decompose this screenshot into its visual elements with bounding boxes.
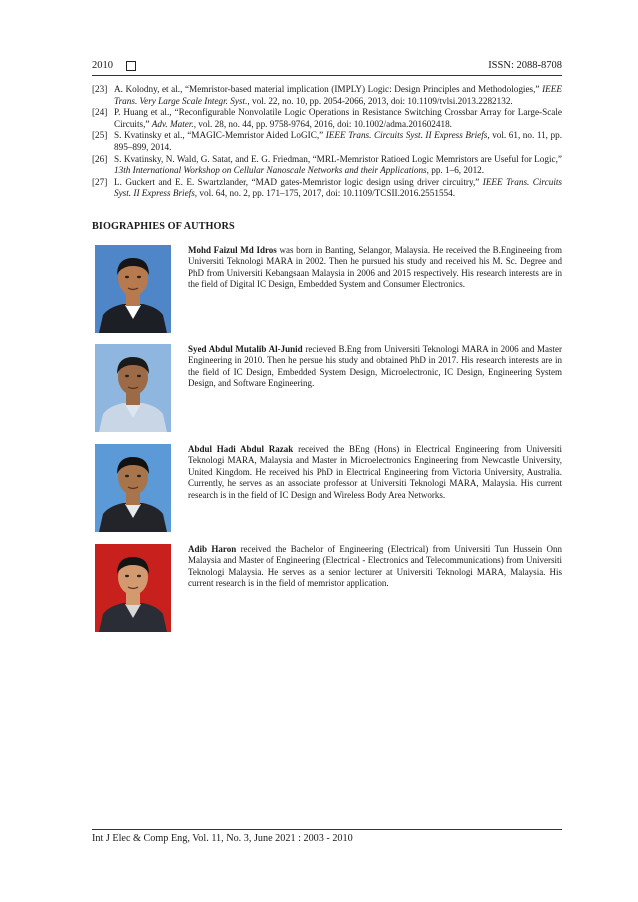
author-bio (95, 444, 562, 534)
square-icon (126, 61, 136, 71)
author-bio (95, 544, 562, 634)
author-photo (95, 245, 171, 333)
author-name: Syed Abdul Mutalib Al-Junid (188, 344, 303, 354)
reference-item (92, 177, 562, 200)
author-description: recieved B.Eng from Universiti Teknologi MARA in 2006 and Master Engineering in 2010. Then he persue his study and obtained PhD in 2017. His research interests are in the field of IC Design, Embedded System Design, Microelectronic, IC Design, Engineering System Design, and Software Engineering. (188, 344, 563, 389)
reference-item (92, 84, 562, 107)
reference-item (92, 107, 562, 130)
footer-rule (92, 829, 562, 830)
references-list (92, 84, 562, 200)
author-description: was born in Banting, Selangor, Malaysia. He received the B.Engineeing from Universiti Teknologi MARA in 2002. Then he pursued his study and received his M. Sc. Degree and PhD from Universiti Kebangsaan Malaysia in 2006 and 2015 respectively. His research interests are in the field of Digital IC Design, Embedded System and Consumer Electronics. (188, 245, 562, 290)
author-description: received the BEng (Hons) in Electrical Engineering from Universiti Teknologi MARA, Malaysia and Master in Microelectronics Engineering from Newcastle University, United Kingdom. He received his PhD in Electrical Engineering from Victoria University, Australia. Currently, he serves as an associate professor at Universiti Teknologi MARA, Malaysia. His current research is in the field of IC Design and Wireless Body Area Networks. (188, 444, 563, 500)
reference-text: A. Kolodny, et al., “Memristor-based material implication (IMPLY) Logic: Design Principles and Methodologies,” IEEE Trans. Very Large Scale Integr. Syst., vol. 22, no. 10, pp. 2054-2066, 2013, doi: 10.1109/tvlsi.2013.2282132. (114, 84, 563, 106)
page-number: 2010 (92, 60, 113, 71)
author-bio-text (188, 544, 562, 590)
author-bio-text (188, 344, 562, 390)
author-name: Abdul Hadi Abdul Razak (188, 444, 294, 454)
issn-label: ISSN: 2088-8708 (488, 60, 562, 71)
author-description: received the Bachelor of Engineering (Electrical) from Universiti Tun Hussein Onn Malaysia and Master of Engineering (Electrical - Electronics and Telecommunications) from Universiti Teknologi Malaysia. He serves as a senior lecturer at Universiti Teknologi MARA, Malaysia. His current research is in the field of memristor application. (188, 544, 562, 589)
author-photo (95, 444, 171, 532)
reference-text: S. Kvatinsky et al., “MAGIC-Memristor Aided LoGIC,” IEEE Trans. Circuits Syst. II Express Briefs, vol. 61, no. 11, pp. 895–899, 2014. (114, 130, 563, 152)
header-rule (92, 75, 562, 76)
author-photo (95, 344, 171, 432)
reference-item (92, 154, 562, 177)
author-bio-text (188, 245, 562, 291)
reference-text: P. Huang et al., “Reconfigurable Nonvolatile Logic Operations in Resistance Switching Crossbar Array for Large-Scale Circuits,” Adv. Mater., vol. 28, no. 44, pp. 9758-9764, 2016, doi: 10.1002/adma.201602418. (114, 107, 562, 129)
author-bio (95, 344, 562, 434)
reference-number: [26] (92, 153, 108, 164)
reference-text: S. Kvatinsky, N. Wald, G. Satat, and E. G. Friedman, “MRL-Memristor Ratioed Logic Memristors are Useful for Logic,” 13th International Workshop on Cellular Nanoscale Networks and their Applications, pp. 1–6, 2012. (114, 153, 562, 176)
reference-number: [27] (92, 176, 108, 187)
author-bio (95, 245, 562, 335)
reference-item (92, 130, 562, 153)
author-name: Mohd Faizul Md Idros (188, 245, 277, 255)
section-title: BIOGRAPHIES OF AUTHORS (92, 221, 235, 232)
reference-text: L. Guckert and E. E. Swartzlander, “MAD gates-Memristor logic design using driver circuitry,” IEEE Trans. Circuits Syst. II Express Briefs, vol. 64, no. 2, pp. 171–175, 2017, doi: 10.1109/TCSII.2016.2551554. (114, 176, 563, 199)
author-photo (95, 544, 171, 632)
page-header (92, 60, 562, 76)
reference-number: [24] (92, 107, 108, 118)
author-name: Adib Haron (188, 544, 237, 554)
page-footer: Int J Elec & Comp Eng, Vol. 11, No. 3, June 2021 : 2003 - 2010 (92, 833, 353, 844)
author-bio-text (188, 444, 562, 501)
reference-number: [25] (92, 130, 108, 141)
reference-number: [23] (92, 84, 108, 94)
